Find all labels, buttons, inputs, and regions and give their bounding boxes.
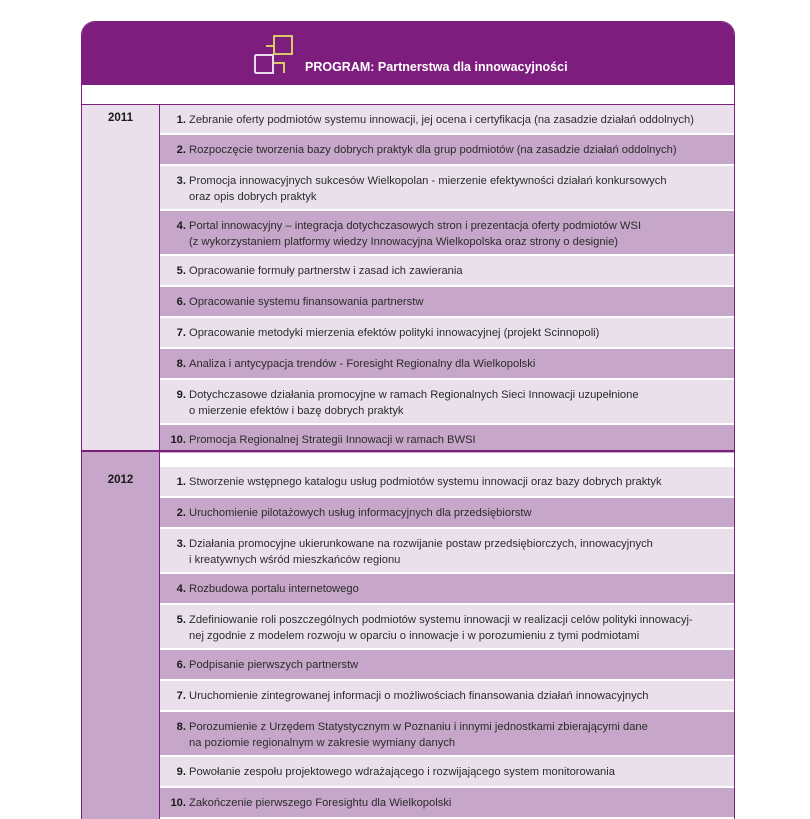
item-list: [160, 467, 734, 819]
item-number: 5.: [176, 614, 186, 626]
item-text: Rozbudowa portalu internetowego: [189, 583, 359, 595]
item-number: 3.: [176, 538, 186, 550]
list-item: [160, 498, 734, 529]
item-text: Zakończenie pierwszego Foresightu dla Wielkopolski: [189, 797, 452, 809]
item-text: Powołanie zespołu projektowego wdrażającego i rozwijającego system monitorowania: [189, 766, 615, 778]
year-column: [82, 105, 160, 450]
item-text: Opracowanie systemu finansowania partnerstw: [189, 296, 424, 308]
item-number: 4.: [176, 583, 186, 595]
list-item: [160, 681, 734, 712]
program-table: [81, 21, 735, 819]
item-text: Podpisanie pierwszych partnerstw: [189, 659, 359, 671]
year-label: 2011: [108, 112, 133, 124]
list-item: [160, 135, 734, 166]
item-number: 10.: [170, 797, 186, 809]
list-item: [160, 788, 734, 819]
item-number: 4.: [176, 220, 186, 232]
list-item: [160, 574, 734, 605]
item-number: 1.: [176, 476, 186, 488]
item-number: 5.: [176, 265, 186, 277]
list-item: [160, 605, 734, 650]
list-item: [160, 349, 734, 380]
list-item: [160, 105, 734, 135]
year-column: [82, 452, 160, 819]
item-text: Uruchomienie pilotażowych usług informacyjnych dla przedsiębiorstw: [189, 507, 532, 519]
item-number: 8.: [176, 721, 186, 733]
item-text: Stworzenie wstępnego katalogu usług podmiotów systemu innowacji oraz bazy dobrych praktyk: [189, 476, 662, 488]
item-text: Rozpoczęcie tworzenia bazy dobrych praktyk dla grup podmiotów (na zasadzie działań oddolnych): [189, 144, 677, 156]
item-number: 2.: [176, 144, 186, 156]
item-text: Portal innowacyjny – integracja dotychczasowych stron i prezentacja oferty podmiotów WSI (z wykorzystaniem platformy wiedzy Innowacyjna Wielkopolska oraz strony o designie): [189, 220, 642, 248]
section-2012: [82, 452, 734, 819]
item-number: 2.: [176, 507, 186, 519]
item-list: [160, 105, 734, 455]
item-text: Porozumienie z Urzędem Statystycznym w Poznaniu i innymi jednostkami zbierającymi dane na poziomie regionalnym w zakresie wymiany danych: [189, 721, 648, 749]
item-text: Zebranie oferty podmiotów systemu innowacji, jej ocena i certyfikacja (na zasadzie działań oddolnych): [189, 114, 694, 126]
list-item: [160, 287, 734, 318]
list-item: [160, 529, 734, 574]
item-number: 1.: [176, 114, 186, 126]
header-spacer: [82, 85, 734, 105]
item-number: 9.: [176, 766, 186, 778]
list-item: [160, 757, 734, 788]
item-text: Promocja Regionalnej Strategii Innowacji w ramach BWSI: [189, 434, 476, 446]
list-item: [160, 318, 734, 349]
item-number: 9.: [176, 389, 186, 401]
list-item: [160, 166, 734, 211]
program-logo-icon: [252, 33, 296, 77]
item-text: Opracowanie metodyki mierzenia efektów polityki innowacyjnej (projekt Scinnopoli): [189, 327, 600, 339]
item-text: Promocja innowacyjnych sukcesów Wielkopolan - mierzenie efektywności działań konkursowych oraz opis dobrych praktyk: [189, 175, 667, 203]
page-title: PROGRAM: Partnerstwa dla innowacyjności: [305, 60, 568, 74]
item-text: Analiza i antycypacja trendów - Foresight Regionalny dla Wielkopolski: [189, 358, 536, 370]
item-number: 8.: [176, 358, 186, 370]
item-text: Działania promocyjne ukierunkowane na rozwijanie postaw przedsiębiorczych, innowacyjnych i kreatywnych wśród mieszkańców regionu: [189, 538, 653, 566]
section-2011: [82, 105, 734, 450]
item-number: 10.: [170, 434, 186, 446]
list-item: [160, 211, 734, 256]
item-number: 3.: [176, 175, 186, 187]
year-label: 2012: [107, 474, 134, 486]
item-text: Dotychczasowe działania promocyjne w ramach Regionalnych Sieci Innowacji uzupełnione o mierzenie efektów i bazę dobrych praktyk: [189, 389, 639, 417]
item-text: Opracowanie formuły partnerstw i zasad ich zawierania: [189, 265, 463, 277]
item-number: 6.: [176, 659, 186, 671]
list-item: [160, 467, 734, 498]
item-number: 6.: [176, 296, 186, 308]
item-text: Uruchomienie zintegrowanej informacji o możliwościach finansowania działań innowacyjnych: [189, 690, 649, 702]
list-item: [160, 712, 734, 757]
item-text: Zdefiniowanie roli poszczególnych podmiotów systemu innowacji w realizacji celów polityki innowacyj- nej zgodnie z modelem rozwoju w oparciu o innowacje i w porozumieniu z tymi podmiotami: [189, 614, 693, 642]
list-item: [160, 256, 734, 287]
item-number: 7.: [176, 690, 186, 702]
list-item: [160, 380, 734, 425]
table-header: [82, 22, 734, 85]
item-number: 7.: [176, 327, 186, 339]
list-item: [160, 650, 734, 681]
